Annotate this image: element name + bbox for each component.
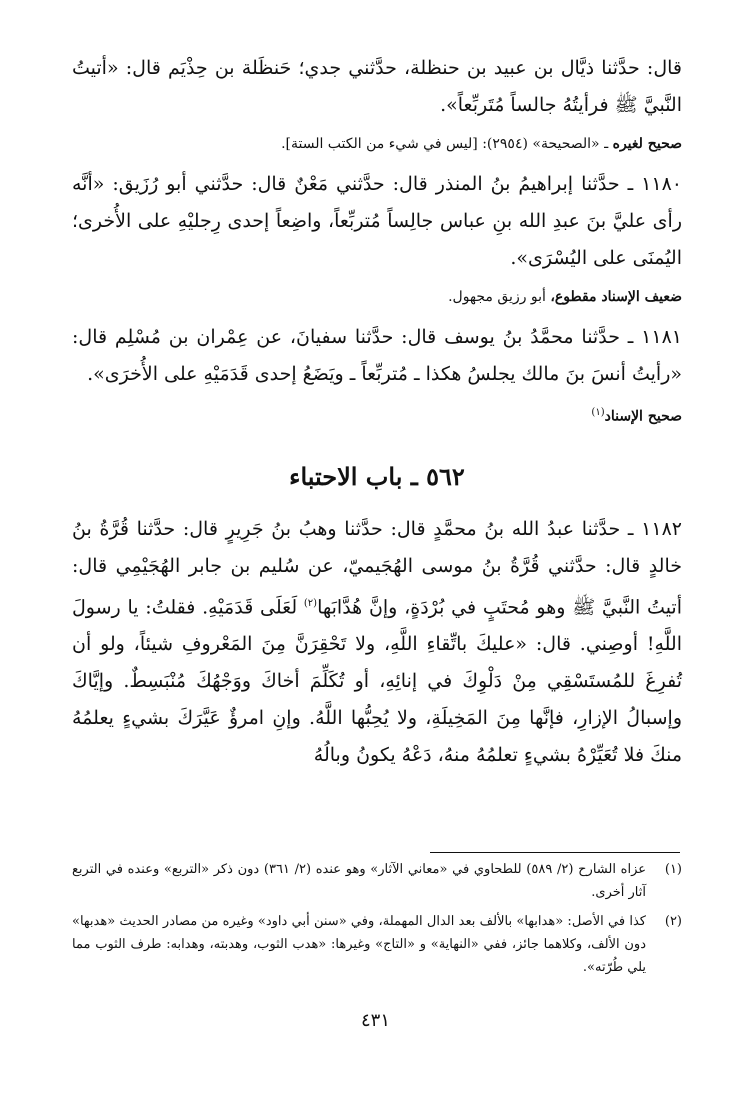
grade-line-2	[72, 285, 682, 309]
main-text	[72, 50, 682, 774]
grade-label: صحيح لغيره	[612, 136, 682, 152]
footnote-1	[72, 858, 682, 904]
grade-text: أبو رزيق مجهول.	[448, 289, 551, 305]
footnote-ref-1[interactable]: (١)	[591, 407, 605, 418]
footnote-ref-2[interactable]: (٢)	[303, 597, 318, 609]
footnote-number: (١)	[664, 862, 682, 877]
hadith-1182-text: ١١٨٢ ـ حدَّثنا عبدُ الله بنُ محمَّدٍ قال: حدَّثنا وهبُ بنُ جَرِيرٍ قال: حدَّثنا قُرَّةُ بنُ خالدٍ قال: حدَّثني قُرَّةُ بنُ موسى الهُجَيميّ، عن سُليم بن جابر الهُجَيْمِي قال: أتيتُ النَّبيَّ ﷺ وهو مُحتَبٍ في بُرْدَةٍ، وإنَّ هُدَّابَها	[72, 517, 682, 618]
grade-line-3	[72, 401, 682, 429]
footnote-text: عزاه الشارح (٢/ ٥٨٩) للطحاوي في «معاني الآثار» وهو عنده (٢/ ٣٦١) دون ذكر «التربع» وعنده في التربع آثار أخرى.	[72, 862, 647, 900]
footnote-text: كذا في الأصل: «هدابها» بالألف بعد الدال المهملة، وفي «سنن أبي داود» وغيره من مصادر الحديث «هدبها» دون الألف، وكلاهما جائز، ففي «النهاية» و «التاج» وغيرها: «هدب الثوب، وهدبته، وهدابه: طرف الثوب مما يلي طُرّته».	[72, 914, 646, 975]
hadith-1182-continued: لَعَلَى قَدَمَيْهِ. فقلتُ: يا رسولَ اللَّهِ! أوصِني. قال: «عليكَ باتِّقاءِ اللَّهِ، ولا تَحْقِرَنَّ مِنَ المَعْروفِ شيئاً، ولو أن تُفرِغَ للمُستَسْقِي مِنْ دَلْوِكَ في إنائِهِ، أو تُكَلِّمَ أخاكَ ووَجْهُكَ مُنْبَسِطٌ. وإيَّاكَ وإسبالُ الإزارِ، فإنَّها مِنَ المَخِيلَةِ، ولا يُحِبُّها اللَّهُ. وإنِ امرؤٌ عَيَّرَكَ بشيءٍ يعلمُهُ منكَ فلا تُعَيِّرْهُ بشيءٍ تعلمُهُ منهُ، دَعْهُ يكونُ وبالُهُ	[72, 595, 682, 766]
footnote-number: (٢)	[664, 914, 682, 929]
footnotes	[72, 858, 682, 985]
grade-label: صحيح الإسناد	[604, 408, 682, 425]
chapter-title: ٥٦٢ ـ باب الاحتباء	[289, 461, 465, 491]
footnote-divider	[430, 852, 680, 853]
hadith-1182	[72, 511, 682, 774]
grade-label: ضعيف الإسناد مقطوع،	[550, 289, 682, 305]
grade-text: ـ «الصحيحة» (٢٩٥٤): [ليس في شيء من الكتب الستة].	[281, 136, 613, 152]
hadith-1181: ١١٨١ ـ حدَّثنا محمَّدُ بنُ يوسف قال: حدَّثنا سفيانَ، عن عِمْران بن مُسْلِم قال: «رأيتُ أنسَ بنَ مالك يجلسُ هكذا ـ مُتربِّعاً ـ ويَضَعُ إحدى قَدَمَيْهِ على الأُخرَى».	[72, 326, 682, 385]
footnote-2	[72, 910, 682, 979]
hadith-1180: ١١٨٠ ـ حدَّثنا إبراهيمُ بنُ المنذر قال: حدَّثني مَعْنٌ قال: حدَّثني أبو رُزَيق: «أنَّه رأى عليَّ بنَ عبدِ الله بنِ عباس جالِساً مُتربِّعاً، واضِعاً إحدى رِجليْهِ على الأُخرى؛ اليُمنَى على اليُسْرَى».	[72, 173, 682, 269]
paragraph-1: قال: حدَّثنا ذيَّال بن عبيد بن حنظلة، حدَّثني جدي؛ حَنظَلة بن حِذْيَم قال: «أتيتُ النَّبيَّ ﷺ فرأيتُهُ جالساً مُتَربِّعاً».	[72, 57, 682, 116]
page-number: ٤٣١	[360, 1010, 390, 1031]
grade-line-1	[72, 132, 682, 156]
